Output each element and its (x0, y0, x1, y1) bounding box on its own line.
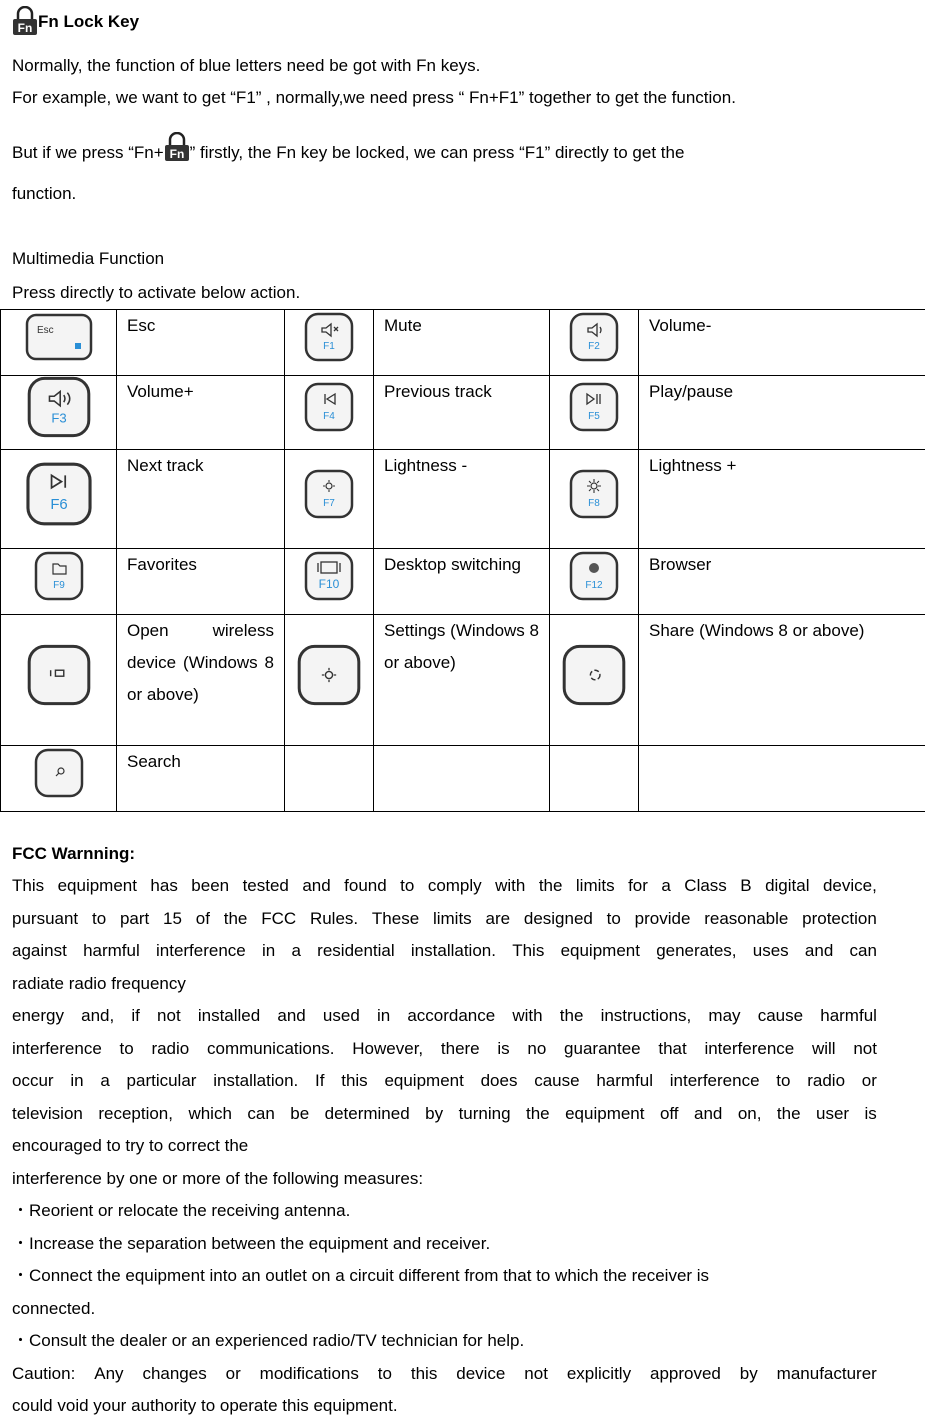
settings-key-icon (294, 644, 364, 706)
key-label-browser: Browser (639, 549, 925, 615)
key-label-volume-down: Volume- (639, 310, 925, 376)
multimedia-heading: Multimedia Function (12, 249, 164, 269)
key-cell (550, 450, 639, 549)
key-cell (285, 549, 374, 615)
table-row (1, 310, 925, 376)
key-label-search: Search (117, 746, 285, 812)
fcc-bullet (12, 1325, 877, 1358)
brightness-up-key-icon (565, 468, 623, 520)
key-label-play-pause: Play/pause (639, 376, 925, 450)
esc-key-icon (23, 311, 95, 363)
key-cell (285, 376, 374, 450)
key-cell (550, 549, 639, 615)
fcc-body (12, 870, 877, 1423)
key-cell (285, 450, 374, 549)
key-name: F7 (323, 498, 335, 509)
key-name: F1 (323, 341, 335, 352)
fcc-bullet (12, 1228, 877, 1261)
share-key-icon (559, 644, 629, 706)
key-label-mute: Mute (374, 310, 550, 376)
key-cell (550, 615, 639, 746)
empty-cell (285, 746, 374, 812)
volume-down-key-icon (565, 311, 623, 363)
fcc-line: interference to radio communications. However, there is no guarantee that interference will not (12, 1033, 877, 1066)
key-label-volume-up: Volume+ (117, 376, 285, 450)
fn-lock-line-1: Normally, the function of blue letters need be got with Fn keys. (12, 56, 480, 76)
desktop-switching-key-icon (300, 550, 358, 602)
fcc-bullet-cont: connected. (12, 1293, 877, 1326)
svg-text:Fn: Fn (169, 147, 184, 161)
empty-cell (639, 746, 925, 812)
fcc-line: encouraged to try to correct the (12, 1130, 877, 1163)
bullet-icon: ・ (12, 1234, 29, 1253)
key-cell (1, 615, 117, 746)
key-name: F8 (588, 498, 600, 509)
key-cell (1, 376, 117, 450)
bullet-text: Connect the equipment into an outlet on a circuit different from that to which the receiver is (29, 1266, 709, 1285)
key-cell (1, 310, 117, 376)
mute-key-icon (300, 311, 358, 363)
key-cell (1, 450, 117, 549)
key-cell (285, 310, 374, 376)
bullet-text: Reorient or relocate the receiving antenna. (29, 1201, 350, 1220)
key-label-settings (374, 615, 550, 746)
empty-cell (550, 746, 639, 812)
volume-up-key-icon (24, 376, 94, 438)
key-name: F10 (319, 577, 340, 591)
multimedia-key-table (0, 309, 925, 812)
fcc-line: radiate radio frequency (12, 968, 877, 1001)
bullet-icon: ・ (12, 1266, 29, 1285)
fn-lock-line-3a: But if we press “Fn+ (12, 143, 164, 162)
fcc-line: energy and, if not installed and used in accordance with the instructions, may cause harmful (12, 1000, 877, 1033)
table-row (1, 746, 925, 812)
key-cell (550, 376, 639, 450)
fcc-bullet (12, 1195, 877, 1228)
key-label-favorites: Favorites (117, 549, 285, 615)
fcc-caution-2: could void your authority to operate this equipment. (12, 1390, 877, 1423)
svg-text:Fn: Fn (18, 21, 33, 35)
search-key-icon (30, 747, 88, 799)
settings-label: Settings (Windows 8 or above) (384, 621, 539, 672)
key-name: F3 (51, 411, 66, 426)
key-label-lightness-up: Lightness + (639, 450, 925, 549)
table-row (1, 615, 925, 746)
fcc-caution-1: Caution: Any changes or modifications to this device not explicitly approved by manufacturer (12, 1358, 877, 1391)
key-name: F4 (323, 411, 335, 422)
fcc-heading: FCC Warnning: (12, 844, 135, 864)
fcc-line: occur in a particular installation. If this equipment does cause harmful interference to radio or (12, 1065, 877, 1098)
key-cell (285, 615, 374, 746)
key-cell (1, 549, 117, 615)
fn-lock-line-2: For example, we want to get “F1” , normally,we need press “ Fn+F1” together to get the function. (12, 88, 736, 108)
fcc-bullet (12, 1260, 877, 1293)
key-name: F2 (588, 341, 600, 352)
next-track-key-icon (23, 461, 95, 527)
bullet-text: Increase the separation between the equipment and receiver. (29, 1234, 490, 1253)
bullet-icon: ・ (12, 1331, 29, 1350)
fn-lock-line-4: function. (12, 184, 76, 204)
table-row (1, 450, 925, 549)
fn-lock-inline-icon (164, 132, 190, 162)
bullet-text: Consult the dealer or an experienced radio/TV technician for help. (29, 1331, 524, 1350)
key-cell (1, 746, 117, 812)
brightness-down-key-icon (300, 468, 358, 520)
key-label-share: Share (Windows 8 or above) (639, 615, 925, 746)
fn-lock-line-3 (12, 143, 684, 163)
key-label-lightness-down: Lightness - (374, 450, 550, 549)
fcc-line: pursuant to part 15 of the FCC Rules. These limits are designed to provide reasonable protection (12, 903, 877, 936)
key-name: F5 (588, 411, 600, 422)
multimedia-intro: Press directly to activate below action. (12, 283, 300, 303)
fcc-line: against harmful interference in a residential installation. This equipment generates, uses and can (12, 935, 877, 968)
empty-cell (374, 746, 550, 812)
key-cell (550, 310, 639, 376)
key-label-next-track: Next track (117, 450, 285, 549)
fn-lock-icon (12, 6, 38, 36)
key-name: F6 (50, 496, 67, 512)
fn-lock-title: Fn Lock Key (38, 12, 139, 32)
favorites-key-icon (30, 550, 88, 602)
key-label-open-wireless-device (117, 615, 285, 746)
key-name: F12 (585, 580, 603, 591)
play-pause-key-icon (565, 381, 623, 433)
wireless-label: Open wireless device (Windows 8 or above) (127, 621, 274, 704)
fn-lock-line-3b: ” firstly, the Fn key be locked, we can press “F1” directly to get the (190, 143, 685, 162)
wireless-device-key-icon (24, 644, 94, 706)
fcc-line: interference by one or more of the following measures: (12, 1163, 877, 1196)
key-name: F9 (53, 580, 65, 591)
key-label-desktop-switching: Desktop switching (374, 549, 550, 615)
previous-track-key-icon (300, 381, 358, 433)
key-label-esc: Esc (117, 310, 285, 376)
table-row (1, 376, 925, 450)
browser-key-icon (565, 550, 623, 602)
fcc-line: television reception, which can be determined by turning the equipment off and on, the user is (12, 1098, 877, 1131)
key-name: Esc (37, 325, 54, 336)
key-label-previous-track: Previous track (374, 376, 550, 450)
table-row (1, 549, 925, 615)
bullet-icon: ・ (12, 1201, 29, 1220)
fcc-line: This equipment has been tested and found to comply with the limits for a Class B digital device, (12, 870, 877, 903)
